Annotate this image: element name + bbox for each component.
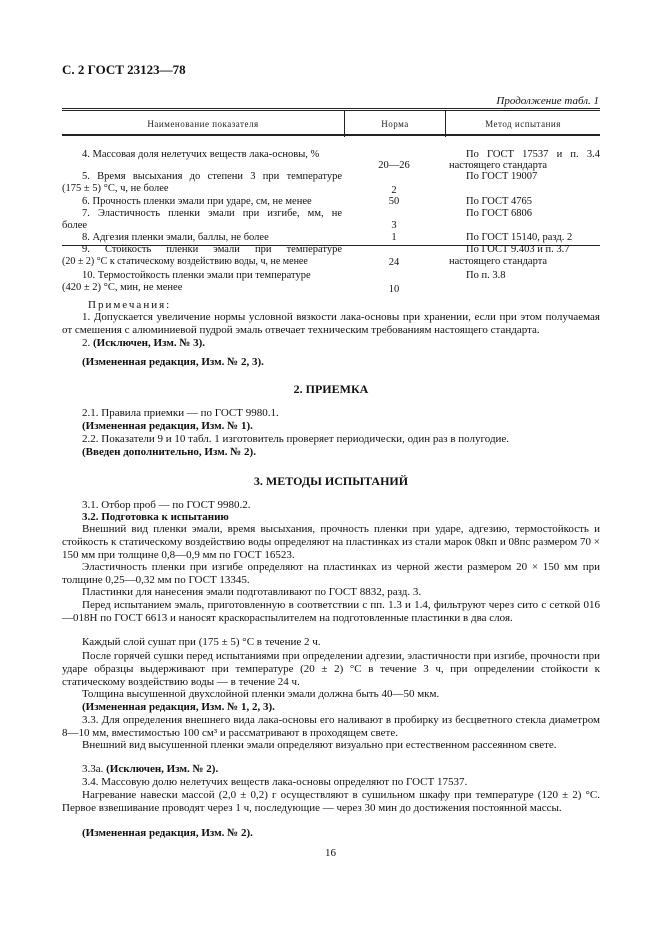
p-3-4: 3.4. Массовую долю нелетучих веществ лака-основы определяют по ГОСТ 17537. [82, 776, 468, 788]
p-3-3b: Внешний вид высушенной пленки эмали определяют визуально при естественном рассеянном свете. [82, 739, 557, 751]
row-9-method-2: настоящего стандарта [449, 256, 548, 267]
row-6-name: 6. Прочность пленки эмали при ударе, см, не менее [82, 196, 312, 207]
p-3-2g: Толщина высушенной двухслойной пленки эмали должна быть 40—50 мкм. [82, 688, 440, 700]
row-10-norm: 10 [388, 284, 400, 295]
p-3-2f: После горячей сушки перед испытаниями при определении адгезии, эластичности при изгибе, прочности при ударе образцы выдерживают при температуре (20 ± 2) °С в течение 3 ч, при определении стойкости к статическому воздействию воды — в течение 24 ч. [62, 650, 600, 688]
p-3-2: 3.2. Подготовка к испытанию [82, 511, 229, 523]
p-2-2-amend: (Введен дополнительно, Изм. № 2). [82, 446, 256, 458]
row-4-name: 4. Массовая доля нелетучих веществ лака-основы, % [82, 149, 320, 160]
spacer [62, 135, 600, 136]
p-3-2d: Перед испытанием эмаль, приготовленную в соответствии с пп. 1.3 и 1.4, фильтруют через сито с сеткой 016—018Н по ГОСТ 6613 и наносят краскораспылителем на подготовленные пластинки в два слоя. [62, 599, 600, 624]
p-2-1: 2.1. Правила приемки — по ГОСТ 9980.1. [82, 407, 279, 419]
p-3-2e: Каждый слой сушат при (175 ± 5) °С в течение 2 ч. [82, 636, 321, 648]
p-3-2b: Эластичность пленки при изгибе определяют на пластинках из черной жести размером 20 × 150 мм при толщине 0,25—0,32 мм по ГОСТ 13345. [62, 561, 600, 586]
notes-amendment: (Измененная редакция, Изм. № 2, 3). [82, 356, 264, 368]
row-5-name-2: (175 ± 5) °С, ч, не более [62, 183, 169, 194]
table-head-bottom-line [62, 134, 600, 135]
row-7-name-2: более [62, 220, 88, 231]
row-5-norm: 2 [391, 185, 397, 196]
row-6-norm: 50 [388, 196, 400, 207]
row-4-norm: 20—26 [378, 160, 410, 171]
col-header-name: Наименование показателя [147, 119, 259, 129]
row-5-name-1: 5. Время высыхания до степени 3 при температуре [82, 171, 342, 182]
col-header-method: Метод испытания [485, 119, 561, 129]
row-9-name-1: 9. Стойкость пленки эмали при температуре [82, 244, 342, 255]
table-continuation-label: Продолжение табл. 1 [496, 95, 599, 107]
row-9-method-1: По ГОСТ 9.403 и п. 3.7 [466, 244, 570, 255]
section-3-title: 3. МЕТОДЫ ИСПЫТАНИЙ [253, 474, 409, 488]
p-3-1: 3.1. Отбор проб — по ГОСТ 9980.2. [82, 499, 251, 511]
row-10-method: По п. 3.8 [466, 270, 506, 281]
row-10-name-1: 10. Термостойкость пленки эмали при температуре [82, 270, 311, 281]
notes-title: Примечания: [88, 299, 172, 311]
table-top-line [62, 108, 600, 109]
note-1: 1. Допускается увеличение нормы условной вязкости лака-основы при хранении, если при этом получаемая от смешения с алюминиевой пудрой эмаль отвечает техническим требованиям настоящего стандарта. [62, 311, 600, 336]
page-number: 16 [325, 847, 336, 859]
row-8-norm: 1 [391, 232, 397, 243]
p-3-4-amend: (Измененная редакция, Изм. № 2). [82, 827, 253, 839]
p-3-2-amend: (Измененная редакция, Изм. № 1, 2, 3). [82, 701, 275, 713]
p-3-2c: Пластинки для нанесения эмали подготавливают по ГОСТ 8832, разд. 3. [82, 586, 422, 598]
row-8-method: По ГОСТ 15140, разд. 2 [466, 232, 573, 243]
page-header: С. 2 ГОСТ 23123—78 [62, 62, 186, 77]
row-8-name: 8. Адгезия пленки эмали, баллы, не более [82, 232, 269, 243]
row-5-method: По ГОСТ 19007 [466, 171, 538, 182]
p-2-1-amend: (Измененная редакция, Изм. № 1). [82, 420, 253, 432]
col-header-norm: Норма [381, 119, 409, 129]
note-2: 2. (Исключен, Изм. № 3). [82, 337, 206, 349]
p-3-2a: Внешний вид пленки эмали, время высыхания, прочность пленки при ударе, адгезию, термостойкость и стойкость к статическому воздействию воды определяют на пластинках из стали марок 08кп и 08пс размером 70 × 150 мм при толщине 0,8—0,9 мм по ГОСТ 16523. [62, 523, 600, 561]
p-3-3a: 3.3а. (Исключен, Изм. № 2). [82, 763, 219, 775]
row-9-name-2: (20 ± 2) °С к статическому воздействию воды, ч, не менее [62, 256, 308, 267]
p-3-3: 3.3. Для определения внешнего вида лака-основы его наливают в пробирку из бесцветного стекла диаметром 8—10 мм, вместимостью 100 см³ и рассматривают в проходящем свете. [62, 714, 600, 739]
table-top-line-2 [62, 110, 600, 111]
row-7-method: По ГОСТ 6806 [466, 208, 533, 219]
row-7-norm: 3 [391, 220, 397, 231]
row-4-method-1: По ГОСТ 17537 и п. 3.4 [466, 149, 600, 160]
section-2-title: 2. ПРИЕМКА [293, 382, 369, 396]
row-7-name-1: 7. Эластичность пленки эмали при изгибе, мм, не [82, 208, 342, 219]
row-6-method: По ГОСТ 4765 [466, 196, 533, 207]
p-3-4b: Нагревание навески массой (2,0 ± 0,2) г осуществляют в сушильном шкафу при температуре (120 ± 2) °С. Первое взвешивание проводят через 1 ч, последующие — через 30 мин до достижения постоянной массы. [62, 789, 600, 814]
row-10-name-2: (420 ± 2) °С, мин, не менее [62, 282, 183, 293]
row-9-norm: 24 [388, 257, 400, 268]
p-2-2: 2.2. Показатели 9 и 10 табл. 1 изготовитель проверяет периодически, один раз в полугодие. [82, 433, 510, 445]
row-4-method-2: настоящего стандарта [449, 160, 548, 171]
